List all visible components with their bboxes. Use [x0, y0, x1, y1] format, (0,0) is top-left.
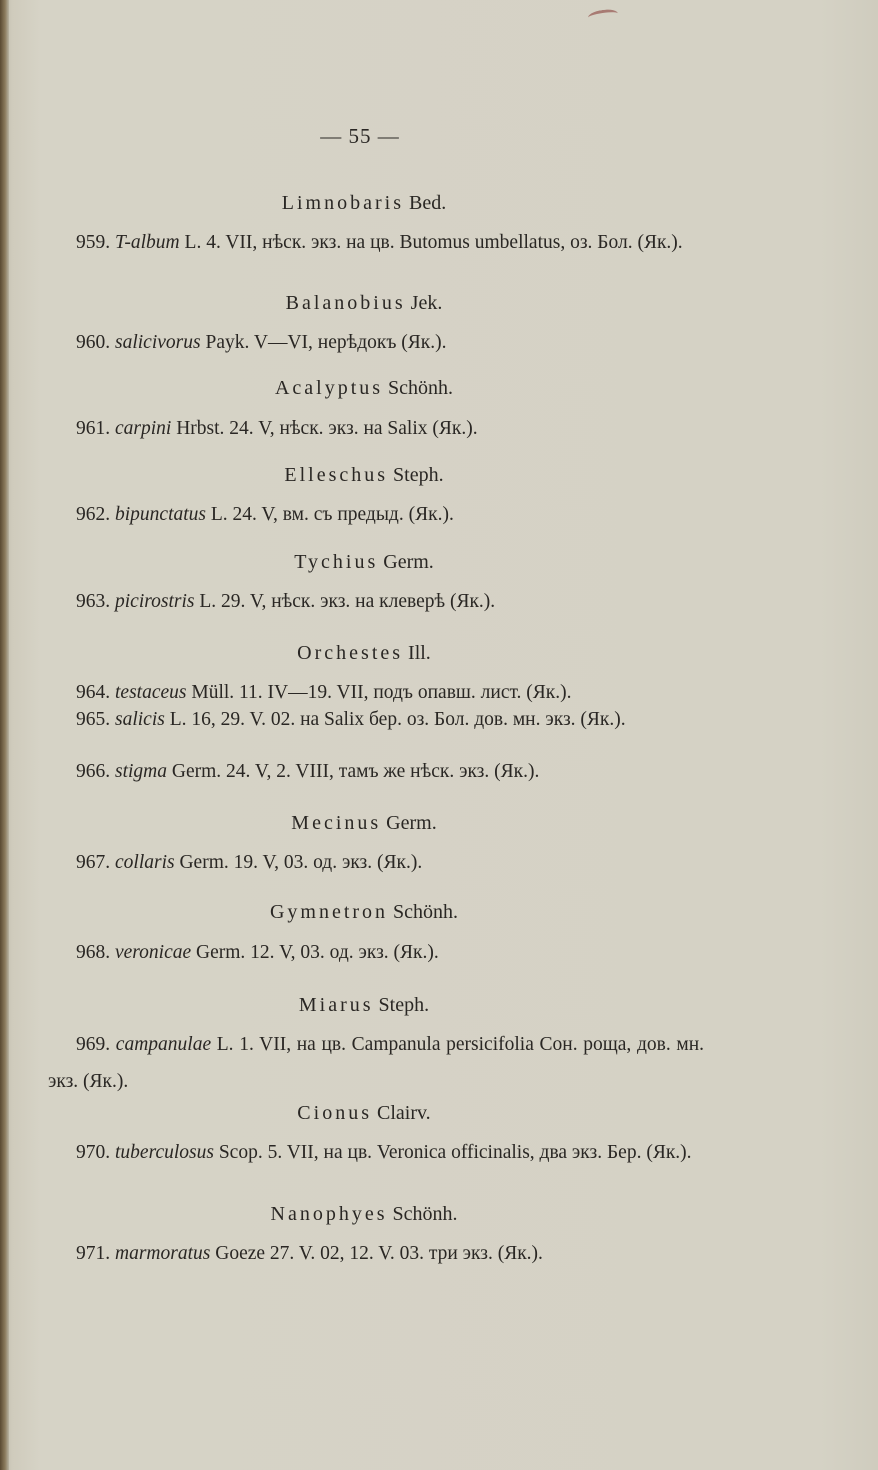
- species-entry: [48, 496, 704, 533]
- entry-text: Germ. 19. V, 03. од. экз. (Як.).: [174, 852, 423, 873]
- species-name: salicivorus: [115, 332, 201, 353]
- genus-heading: [0, 377, 728, 400]
- genus-name: Limnobaris: [281, 192, 404, 214]
- species-name: stigma: [115, 761, 168, 782]
- genus-name: Miarus: [298, 994, 374, 1016]
- genus-name: Cionus: [297, 1102, 372, 1124]
- entry-text: L. 4. VII, нѣск. экз. на цв. Butomus umbellatus, оз. Бол. (Як.).: [179, 232, 683, 253]
- entry-number: 961.: [76, 418, 115, 439]
- entry-text: Hrbst. 24. V, нѣск. экз. на Salix (Як.).: [171, 418, 478, 439]
- entry-number: 962.: [76, 504, 115, 525]
- genus-name: Mecinus: [291, 812, 382, 834]
- species-name: tuberculosus: [115, 1142, 214, 1163]
- species-name: testaceus: [115, 682, 187, 703]
- genus-name: Acalyptus: [274, 377, 384, 399]
- genus-author: Jek.: [405, 292, 443, 314]
- genus-name: Orchestes: [297, 642, 404, 664]
- species-name: campanulae: [115, 1034, 212, 1055]
- entry-number: 963.: [76, 591, 115, 612]
- species-name: carpini: [115, 418, 172, 439]
- genus-name: Tychius: [294, 551, 379, 573]
- genus-author: Steph.: [388, 464, 444, 486]
- entry-number: 967.: [76, 852, 115, 873]
- species-entry: [48, 583, 704, 620]
- entry-text: L. 16, 29. V. 02. на Salix бер. оз. Бол. дов. мн. экз. (Як.).: [164, 709, 626, 730]
- species-name: T-album: [115, 232, 180, 253]
- genus-author: Germ.: [378, 551, 434, 573]
- genus-heading: [0, 1203, 728, 1226]
- species-entry: [48, 844, 704, 881]
- genus-heading: [0, 642, 728, 665]
- entry-number: 966.: [76, 761, 115, 782]
- species-entry: [48, 701, 704, 738]
- species-entry: [48, 324, 704, 361]
- entry-number: 960.: [76, 332, 115, 353]
- page-number: — 55 —: [320, 124, 400, 148]
- genus-heading: [0, 551, 728, 574]
- genus-heading: [0, 901, 728, 924]
- species-entry: [48, 753, 704, 790]
- species-name: picirostris: [115, 591, 195, 612]
- entry-text: Goeze 27. V. 02, 12. V. 03. три экз. (Як.).: [210, 1243, 543, 1264]
- genus-heading: [0, 192, 728, 215]
- species-entry: [48, 1134, 704, 1171]
- species-entry: [48, 1235, 704, 1272]
- entry-text: Payk. V—VI, нерѣдокъ (Як.).: [200, 332, 447, 353]
- entry-number: 964.: [76, 682, 115, 703]
- species-entry: [48, 410, 704, 447]
- entry-text: L. 29. V, нѣск. экз. на клеверѣ (Як.).: [194, 591, 496, 612]
- genus-author: Schönh.: [383, 377, 454, 399]
- entry-text: Germ. 12. V, 03. од. экз. (Як.).: [191, 942, 439, 963]
- entry-number: 968.: [76, 942, 115, 963]
- entry-text: Scop. 5. VII, на цв. Veronica officinalis, два экз. Бер. (Як.).: [213, 1142, 692, 1163]
- genus-heading: [0, 464, 728, 487]
- entry-text: L. 24. V, вм. съ предыд. (Як.).: [206, 504, 454, 525]
- species-entry: [48, 224, 704, 261]
- entry-number: 959.: [76, 232, 115, 253]
- species-name: marmoratus: [115, 1243, 211, 1264]
- genus-author: Clairv.: [371, 1102, 431, 1124]
- genus-author: Schönh.: [388, 901, 459, 923]
- entry-text: L. 1. VII, на цв. Campanula persicifolia Сон. роща, дов. мн. экз. (Як.).: [48, 1034, 705, 1092]
- species-entry: [48, 1026, 704, 1100]
- genus-heading: [0, 812, 728, 835]
- genus-author: Germ.: [381, 812, 437, 834]
- entry-text: Müll. 11. IV—19. VII, подъ опавш. лист. (Як.).: [186, 682, 572, 703]
- entry-number: 969.: [76, 1034, 116, 1055]
- entry-text: Germ. 24. V, 2. VIII, тамъ же нѣск. экз. (Як.).: [167, 761, 540, 782]
- entry-number: 965.: [76, 709, 115, 730]
- entry-number: 970.: [76, 1142, 115, 1163]
- species-name: bipunctatus: [115, 504, 206, 525]
- genus-author: Bed.: [404, 192, 447, 214]
- genus-name: Gymnetron: [269, 901, 389, 923]
- genus-author: Ill.: [403, 642, 431, 664]
- genus-heading: [0, 292, 728, 315]
- genus-author: Steph.: [373, 994, 430, 1016]
- genus-name: Elleschus: [284, 464, 389, 486]
- pencil-mark: [587, 8, 618, 23]
- species-name: collaris: [115, 852, 175, 873]
- species-name: veronicae: [115, 942, 192, 963]
- genus-name: Balanobius: [285, 292, 406, 314]
- genus-name: Nanophyes: [270, 1203, 388, 1225]
- genus-author: Schönh.: [387, 1203, 458, 1225]
- species-name: salicis: [115, 709, 165, 730]
- genus-heading: [0, 994, 728, 1017]
- page-spine-edge: [0, 0, 9, 1470]
- genus-heading: [0, 1102, 728, 1125]
- species-entry: [48, 934, 704, 971]
- entry-number: 971.: [76, 1243, 115, 1264]
